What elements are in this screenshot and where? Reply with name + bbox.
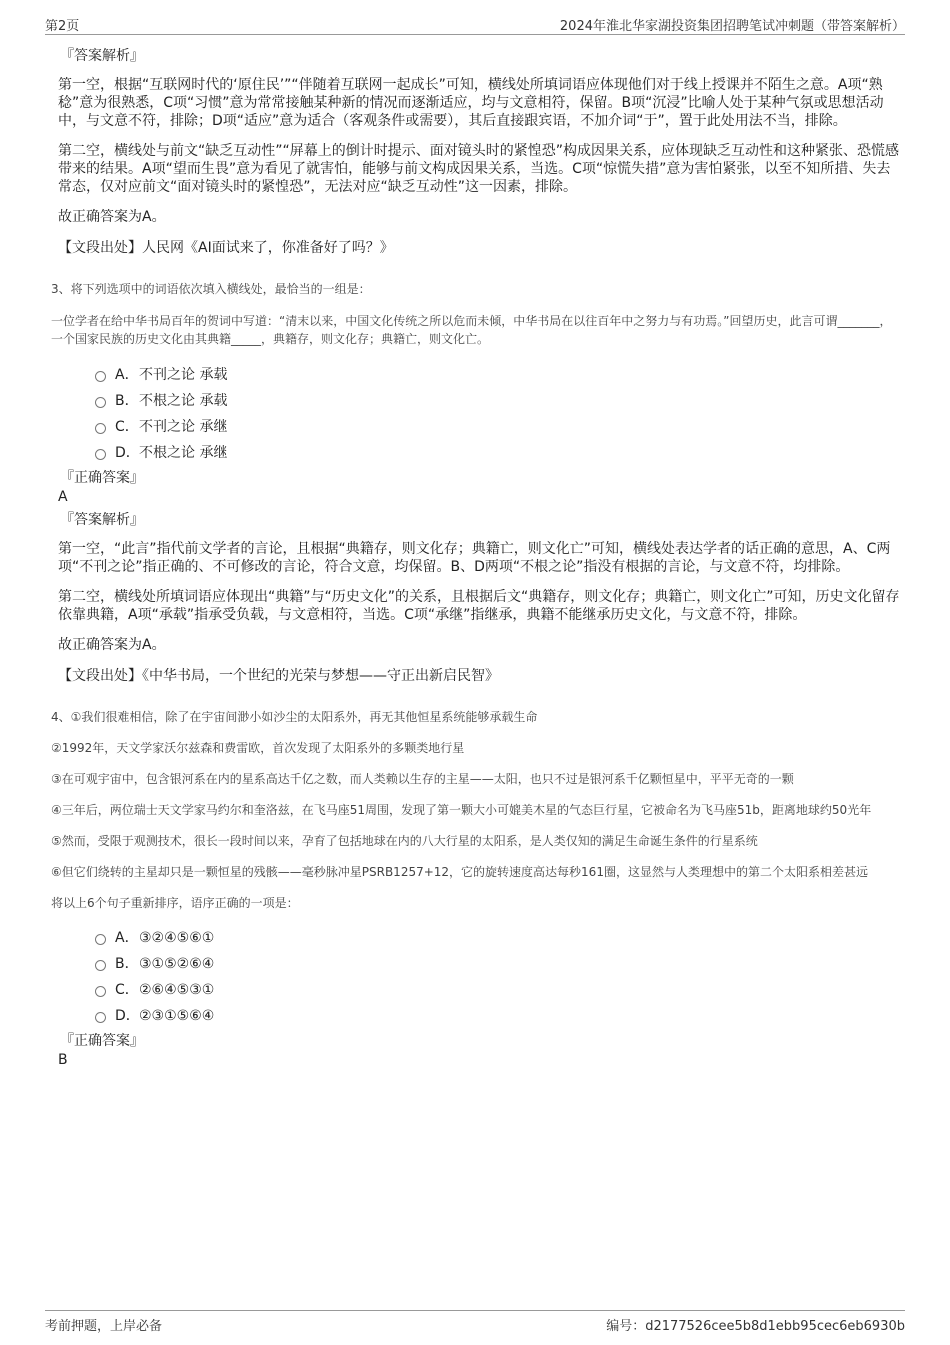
option-c[interactable]: C． ②⑥④⑤③① bbox=[95, 977, 902, 1003]
source-citation: 【文段出处】《中华书局，一个世纪的光荣与梦想——守正出新启民智》 bbox=[58, 668, 499, 684]
question-3-stem: 一位学者在给中华书局百年的贺词中写道：“清末以来，中国文化传统之所以危而未倾，中华书局在以往百年中之努力与有功焉。”回望历史，此言可谓_______，一个国家民族的历史文化由其典籍_____，典籍存，则文化存；典籍亡，则文化亡。 bbox=[51, 314, 892, 346]
radio-icon[interactable] bbox=[95, 423, 106, 434]
question-4-sentence-2: ②1992年，天文学家沃尔兹森和费雷欧，首次发现了太阳系外的多颗类地行星 bbox=[51, 741, 465, 755]
correct-answer-tag: 『正确答案』 bbox=[60, 1033, 144, 1049]
page-footer bbox=[45, 1310, 905, 1333]
option-d[interactable]: D． ②③①⑤⑥④ bbox=[95, 1003, 902, 1029]
question-4-prompt: 将以上6个句子重新排序，语序正确的一项是： bbox=[51, 896, 299, 910]
question-4-sentence-5: ⑤然而，受限于观测技术，很长一段时间以来，孕育了包括地球在内的八大行星的太阳系，是人类仅知的满足生命诞生条件的行星系统 bbox=[51, 834, 758, 848]
page-header bbox=[45, 12, 905, 35]
analysis-paragraph-1: 第一空，根据“互联网时代的‘原住民’”“伴随着互联网一起成长”可知，横线处所填词语应体现他们对于线上授课并不陌生之意。A项“熟稔”意为很熟悉，C项“习惯”意为常常接触某种新的情况而逐渐适应，均与文意相符，保留。B项“沉浸”比喻人处于某种气氛或思想活动中，与文意不符，排除；D项“适应”意为适合（客观条件或需要），其后直接跟宾语，不加介词“于”，置于此处用法不当，排除。 bbox=[58, 77, 884, 129]
question-4-options bbox=[95, 925, 902, 1029]
radio-icon[interactable] bbox=[95, 960, 106, 971]
correct-answer: B bbox=[58, 1052, 68, 1068]
radio-icon[interactable] bbox=[95, 1012, 106, 1023]
option-b[interactable]: B． 不根之论 承载 bbox=[95, 388, 902, 414]
analysis-paragraph-2: 第二空，横线处与前文“缺乏互动性”“屏幕上的倒计时提示、面对镜头时的紧惶恐”构成因果关系，应体现缺乏互动性和这种紧张、恐慌感带来的结果。A项“望而生畏”意为看见了就害怕，能够与前文构成因果关系，当选。C项“惊慌失措”意为害怕紧张，以至不知所措、失去常态，仅对应前文“面对镜头时的紧惶恐”，无法对应“缺乏互动性”这一因素，排除。 bbox=[58, 143, 900, 195]
footer-slogan: 考前押题，上岸必备 bbox=[45, 1319, 163, 1334]
option-d[interactable]: D． 不根之论 承继 bbox=[95, 440, 902, 466]
analysis-conclusion: 故正确答案为A。 bbox=[58, 209, 166, 225]
question-4-sentence-4: ④三年后，两位瑞士天文学家马约尔和奎洛兹，在飞马座51周围，发现了第一颗大小可媲美木星的气态巨行星，它被命名为飞马座51b，距离地球约50光年 bbox=[51, 803, 872, 817]
document-code: 编号：d2177526cee5b8d1ebb95cec6eb6930b bbox=[606, 1319, 905, 1334]
radio-icon[interactable] bbox=[95, 986, 106, 997]
option-c[interactable]: C． 不刊之论 承继 bbox=[95, 414, 902, 440]
page-content bbox=[51, 46, 902, 1073]
source-citation: 【文段出处】人民网《AI面试来了，你准备好了吗？》 bbox=[58, 240, 394, 256]
correct-answer: A bbox=[58, 489, 68, 505]
radio-icon[interactable] bbox=[95, 371, 106, 382]
question-4-sentence-3: ③在可观宇宙中，包含银河系在内的星系高达千亿之数，而人类赖以生存的主星——太阳，也只不过是银河系千亿颗恒星中，平平无奇的一颗 bbox=[51, 772, 794, 786]
analysis-paragraph-2: 第二空，横线处所填词语应体现出“典籍”与“历史文化”的关系，且根据后文“典籍存，则文化存；典籍亡，则文化亡”可知，历史文化留存依靠典籍，A项“承载”指承受负载，与文意相符，当选。C项“承继”指继承，典籍不能继承历史文化，与文意不符，排除。 bbox=[58, 589, 900, 623]
page-number: 第2页 bbox=[45, 19, 80, 34]
analysis-tag: 『答案解析』 bbox=[60, 512, 144, 528]
question-3-options bbox=[95, 362, 902, 466]
radio-icon[interactable] bbox=[95, 449, 106, 460]
radio-icon[interactable] bbox=[95, 397, 106, 408]
option-a[interactable]: A． ③②④⑤⑥① bbox=[95, 925, 902, 951]
option-b[interactable]: B． ③①⑤②⑥④ bbox=[95, 951, 902, 977]
radio-icon[interactable] bbox=[95, 934, 106, 945]
question-3-title: 3、将下列选项中的词语依次填入横线处，最恰当的一组是： bbox=[51, 282, 371, 296]
document-title: 2024年淮北华家湖投资集团招聘笔试冲刺题（带答案解析） bbox=[559, 19, 905, 34]
analysis-conclusion: 故正确答案为A。 bbox=[58, 637, 166, 653]
analysis-tag: 『答案解析』 bbox=[60, 48, 144, 64]
question-4-sentence-6: ⑥但它们绕转的主星却只是一颗恒星的残骸——毫秒脉冲星PSRB1257+12，它的旋转速度高达每秒161圈，这显然与人类理想中的第二个太阳系相差甚远 bbox=[51, 865, 868, 879]
analysis-paragraph-1: 第一空，“此言”指代前文学者的言论，且根据“典籍存，则文化存；典籍亡，则文化亡”可知，横线处表达学者的话正确的意思，A、C两项“不刊之论”指正确的、不可修改的言论，符合文意，均保留。B、D两项“不根之论”指没有根据的言论，与文意不符，均排除。 bbox=[58, 541, 891, 575]
correct-answer-tag: 『正确答案』 bbox=[60, 470, 144, 486]
option-a[interactable]: A． 不刊之论 承载 bbox=[95, 362, 902, 388]
question-4-sentence-1: 4、①我们很难相信，除了在宇宙间渺小如沙尘的太阳系外，再无其他恒星系统能够承载生命 bbox=[51, 710, 538, 724]
